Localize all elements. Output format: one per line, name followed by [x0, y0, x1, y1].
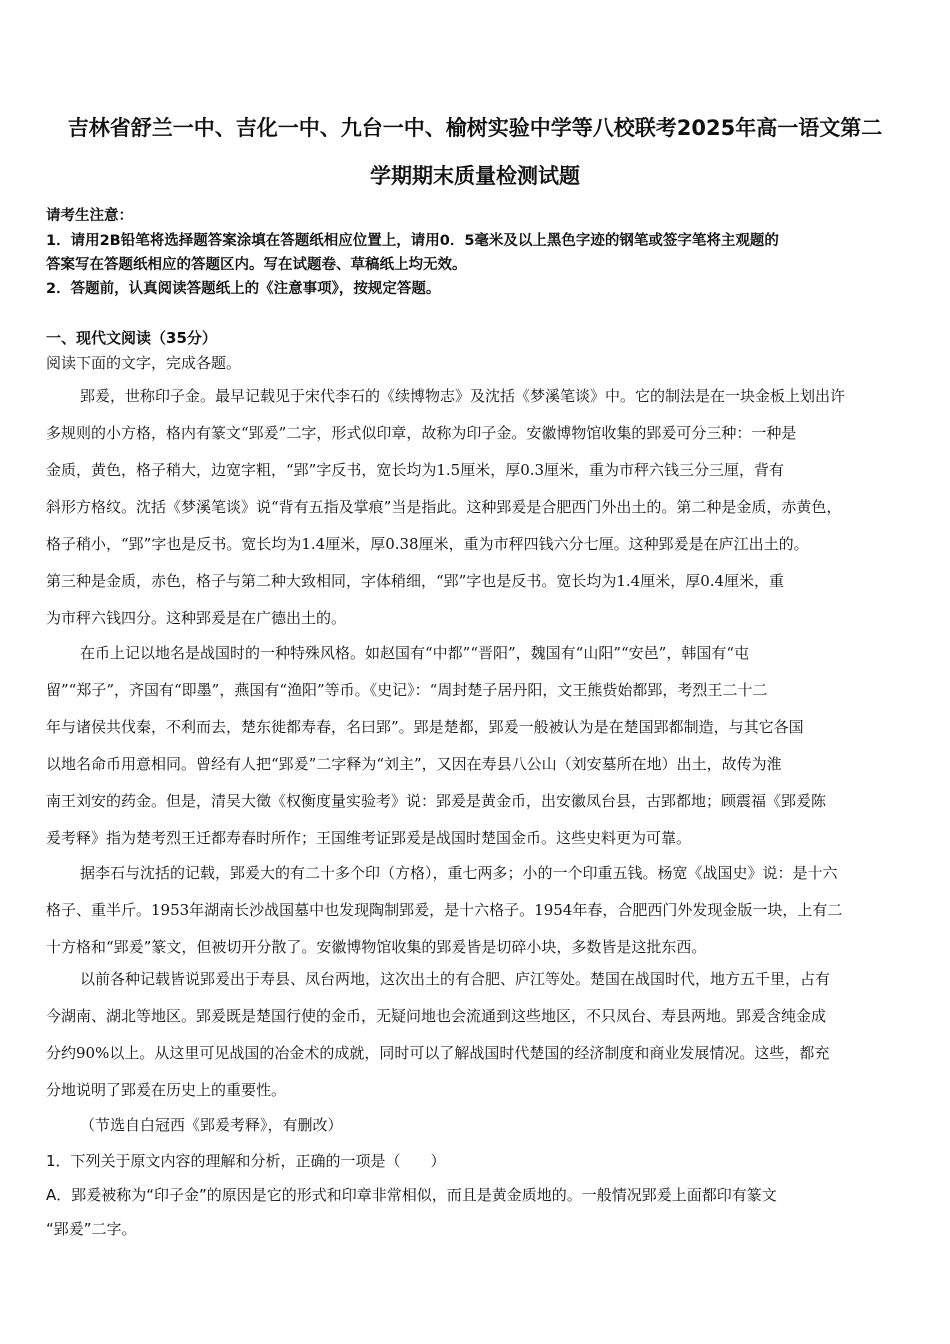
passage-line: 郢爰，世称印子金。最早记载见于宋代李石的《续博物志》及沈括《梦溪笔谈》中。它的制法是在一块金板上划出许	[80, 387, 846, 405]
passage-line: 斜形方格纹。沈括《梦溪笔谈》说“背有五指及掌痕”当是指此。这种郢爰是合肥西门外出土的。第二种是金质，赤黄色，	[46, 498, 842, 516]
passage-line: 第三种是金质，赤色，格子与第二种大致相同，字体稍细，“郢”字也是反书。宽长均为1.4厘米，厚0.4厘米，重	[46, 572, 785, 590]
passage-line: 以地名命币用意相同。曾经有人把“郢爰”二字释为“刘主”，又因在寿县八公山（刘安墓所在地）出土，故传为淮	[46, 755, 782, 773]
exam-title-line-2: 学期期末质量检测试题	[370, 164, 580, 188]
passage-line: 格子稍小，“郢”字也是反书。宽长均为1.4厘米，厚0.38厘米，重为市秤四钱六分七厘。这种郢爰是在庐江出土的。	[46, 535, 809, 553]
passage-line: 留”“郑子”，齐国有“即墨”，燕国有“渔阳”等币。《史记》：“周封楚子居丹阳，文王熊赀始都郢，考烈王二十二	[46, 681, 768, 699]
passage-line: 为市秤六钱四分。这种郢爰是在广德出土的。	[46, 609, 347, 627]
passage-line: 爰考释》指为楚考烈王迁都寿春时所作；王国维考证郢爰是战国时楚国金币。这些史料更为可靠。	[46, 829, 692, 847]
passage-source: （节选自白冠西《郢爰考释》，有删改）	[80, 1116, 343, 1134]
question-1-option-a: A．郢爰被称为“印子金”的原因是它的形式和印章非常相似，而且是黄金质地的。一般情况郢爰上面都印有篆文	[46, 1186, 777, 1204]
notice-item-1: 1．请用2B铅笔将选择题答案涂填在答题纸相应位置上，请用0．5毫米及以上黑色字迹的钢笔或签字笔将主观题的	[46, 233, 779, 249]
passage-line: 分地说明了郢爰在历史上的重要性。	[46, 1081, 287, 1099]
passage-line: 十方格和“郢爰”篆文，但被切开分散了。安徽博物馆收集的郢爰皆是切碎小块，多数皆是这批东西。	[46, 938, 707, 956]
passage-line: 分约90%以上。从这里可见战国的冶金术的成就，同时可以了解战国时代楚国的经济制度和商业发展情况。这些，都充	[46, 1044, 830, 1062]
passage-line: 南王刘安的药金。但是，清吴大徵《权衡度量实验考》说：郢爰是黄金币，出安徽凤台县，古郢都地；顾震福《郢爰陈	[46, 792, 827, 810]
question-1-stem: 1．下列关于原文内容的理解和分析，正确的一项是（ ）	[46, 1152, 446, 1170]
notice-item-1-cont: 答案写在答题纸相应的答题区内。写在试题卷、草稿纸上均无效。	[46, 257, 467, 273]
passage-line: 今湖南、湖北等地区。郢爰既是楚国行使的金币，无疑问地也会流通到这些地区，不只凤台、寿县两地。郢爰含纯金成	[46, 1007, 827, 1025]
section-heading: 一、现代文阅读（35分）	[46, 329, 217, 347]
passage-line: 格子、重半斤。1953年湖南长沙战国墓中也发现陶制郢爰，是十六格子。1954年春，合肥西门外发现金版一块，上有二	[46, 901, 843, 919]
passage-line: 年与诸侯共伐秦，不利而去，楚东徙都寿春，名曰郢”。郢是楚都，郢爰一般被认为是在楚国郢都制造，与其它各国	[46, 718, 804, 736]
notice-heading: 请考生注意：	[46, 208, 133, 224]
exam-title-line-1: 吉林省舒兰一中、吉化一中、九台一中、榆树实验中学等八校联考2025年高一语文第二	[67, 116, 883, 140]
passage-line: 金质，黄色，格子稍大，边宽字粗，“郢”字反书，宽长均为1.5厘米，厚0.3厘米，重为市秤六钱三分三厘，背有	[46, 461, 785, 479]
notice-item-2: 2．答题前，认真阅读答题纸上的《注意事项》，按规定答题。	[46, 281, 441, 297]
section-instruction: 阅读下面的文字，完成各题。	[46, 354, 242, 372]
passage-line: 以前各种记载皆说郢爰出于寿县、凤台两地，这次出土的有合肥、庐江等处。楚国在战国时代，地方五千里，占有	[80, 970, 831, 988]
passage-line: 多规则的小方格，格内有篆文“郢爰”二字，形式似印章，故称为印子金。安徽博物馆收集的郢爰可分三种：一种是	[46, 424, 797, 442]
passage-line: 在币上记以地名是战国时的一种特殊风格。如赵国有“中都”“晋阳”，魏国有“山阳”“安邑”，韩国有“屯	[80, 644, 750, 662]
question-1-option-a-cont: “郢爰”二字。	[46, 1220, 137, 1238]
passage-line: 据李石与沈括的记载，郢爰大的有二十多个印（方格），重七两多；小的一个印重五钱。杨宽《战国史》说：是十六	[80, 864, 838, 882]
